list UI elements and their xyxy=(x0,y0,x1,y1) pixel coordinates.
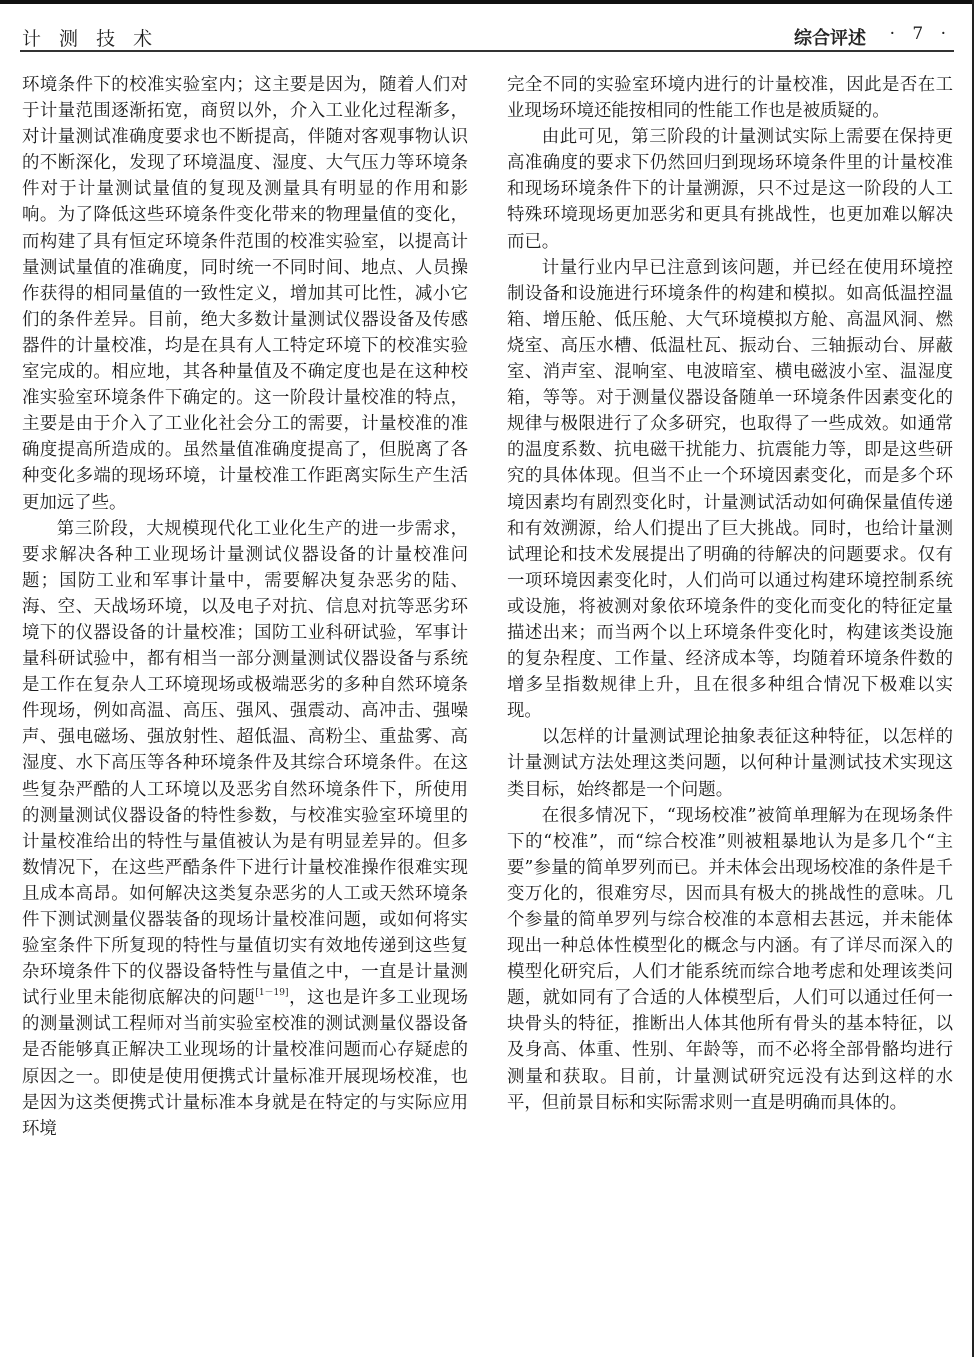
paragraph: 以怎样的计量测试理论抽象表征这种特征，以怎样的计量测试方法处理这类问题，以何种计量测试技术实现这类目标，始终都是一个问题。 xyxy=(507,727,953,800)
paragraph-text: ，这也是许多工业现场的测量测试工程师对当前实验室校准的测试测量仪器设备是否能够真正解决工业现场的计量校准问题而心存疑虑的原因之一。即使是使用便携式计量标准开展现场校准，也是因为这类便携式计量标准本身就是在特定的与实际应用环境 xyxy=(22,988,468,1139)
paragraph: 由此可见，第三阶段的计量测试实际上需要在保持更高准确度的要求下仍然回归到现场环境条件里的计量校准和现场环境条件下的计量溯源，只不过是这一阶段的人工特殊环境现场更加恶劣和更具有挑战性，也更加难以解决而已。 xyxy=(507,127,953,252)
left-column xyxy=(22,72,468,1142)
paragraph xyxy=(22,516,468,1142)
running-header xyxy=(20,22,954,50)
paragraph: 环境条件下的校准实验室内；这主要是因为，随着人们对于计量范围逐渐拓宽，商贸以外，介入工业化过程渐多，对计量测试准确度要求也不断提高，伴随对客观事物认识的不断深化，发现了环境温度、湿度、大气压力等环境条件对于计量测试量值的复现及测量具有明显的作用和影响。为了降低这些环境条件变化带来的物理量值的变化，而构建了具有恒定环境条件范围的校准实验室，以提高计量测试量值的准确度，同时统一不同时间、地点、人员操作获得的相同量值的一致性定义，增加其可比性，减小它们的条件差异。目前，绝大多数计量测试仪器设备及传感器件的计量校准，均是在具有人工特定环境下的校准实验室完成的。相应地，其各种量值及不确定度也是在这种校准实验室环境条件下确定的。这一阶段计量校准的特点，主要是由于介入了工业化社会分工的需要，计量校准的准确度提高所造成的。虽然量值准确度提高了，但脱离了各种变化多端的现场环境，计量校准工作距离实际生产生活更加远了些。 xyxy=(22,75,468,513)
citation[interactable]: [1－19] xyxy=(255,988,289,999)
page-number: · 7 · xyxy=(889,24,952,44)
section-title: 综合评述 xyxy=(794,28,866,49)
paragraph-text: 第三阶段，大规模现代化工业化生产的进一步需求，要求解决各种工业现场计量测试仪器设备的计量校准问题；国防工业和军事计量中，需要解决复杂恶劣的陆、海、空、天战场环境，以及电子对抗、信息对抗等恶劣环境下的仪器设备的计量校准；国防工业科研试验，军事计量科研试验中，都有相当一部分测量测试仪器设备与系统是工作在复杂人工环境现场或极端恶劣的多种自然环境条件现场，例如高温、高压、强风、强震动、高冲击、强噪声、强电磁场、强放射性、超低温、高粉尘、重盐雾、高湿度、水下高压等各种环境条件及其综合环境条件。在这些复杂严酷的人工环境以及恶劣自然环境条件下，所使用的测量测试仪器设备的特性参数，与校准实验室环境里的计量校准给出的特性与量值被认为是有明显差异的。但多数情况下，在这些严酷条件下进行计量校准操作很难实现且成本高昂。如何解决这类复杂恶劣的人工或天然环境条件下测试测量仪器装备的现场计量校准问题，或如何将实验室条件下所复现的特性与量值切实有效地传递到这些复杂环境条件下的仪器设备特性与量值之中，一直是计量测试行业里未能彻底解决的问题 xyxy=(22,518,468,1009)
paragraph: 在很多情况下，“现场校准”被简单理解为在现场条件下的“校准”，而“综合校准”则被粗暴地认为是多几个“主要”参量的简单罗列而已。并未体会出现场校准的条件是千变万化的，很难穷尽，因而具有极大的挑战性的意味。几个参量的简单罗列与综合校准的本意相去甚远，并未能体现出一种总体性模型化的概念与内涵。有了详尽而深入的模型化研究后，人们才能系统而综合地考虑和处理该类问题，就如同有了合适的人体模型后，人们可以通过任何一块骨头的特征，推断出人体其他所有骨头的基本特征，以及身高、体重、性别、年龄等，而不必将全部骨骼均进行测量和获取。目前，计量测试研究远没有达到这样的水平，但前景目标和实际需求则一直是明确而具体的。 xyxy=(507,805,953,1113)
top-border xyxy=(0,0,974,4)
right-column xyxy=(507,72,953,1116)
journal-title: 计 测 技 术 xyxy=(22,28,159,50)
paragraph: 计量行业内早已注意到该问题，并已经在使用环境控制设备和设施进行环境条件的构建和模拟。如高低温控温箱、增压舱、低压舱、大气环境模拟方舱、高温风洞、燃烧室、高压水槽、低温杜瓦、振动台、三轴振动台、屏蔽室、消声室、混响室、电波暗室、横电磁波小室、温湿度箱，等等。对于测量仪器设备随单一环境条件因素变化的规律与极限进行了众多研究，也取得了一些成效。如通常的温度系数、抗电磁干扰能力、抗震能力等，即是这些研究的具体体现。但当不止一个环境因素变化，而是多个环境因素均有剧烈变化时，计量测试活动如何确保量值传递和有效溯源，给人们提出了巨大挑战。同时，也给计量测试理论和技术发展提出了明确的待解决的问题要求。仅有一项环境因素变化时，人们尚可以通过构建环境控制系统或设施，将被测对象依环境条件的变化而变化的特征定量描述出来；而当两个以上环境条件变化时，构建该类设施的复杂程度、工作量、经济成本等，均随着环境条件数的增多呈指数规律上升，且在很多种组合情况下极难以实现。 xyxy=(507,257,953,722)
paragraph: 完全不同的实验室环境内进行的计量校准，因此是否在工业现场环境还能按相同的性能工作也是被质疑的。 xyxy=(507,75,953,122)
header-rule xyxy=(20,50,954,52)
